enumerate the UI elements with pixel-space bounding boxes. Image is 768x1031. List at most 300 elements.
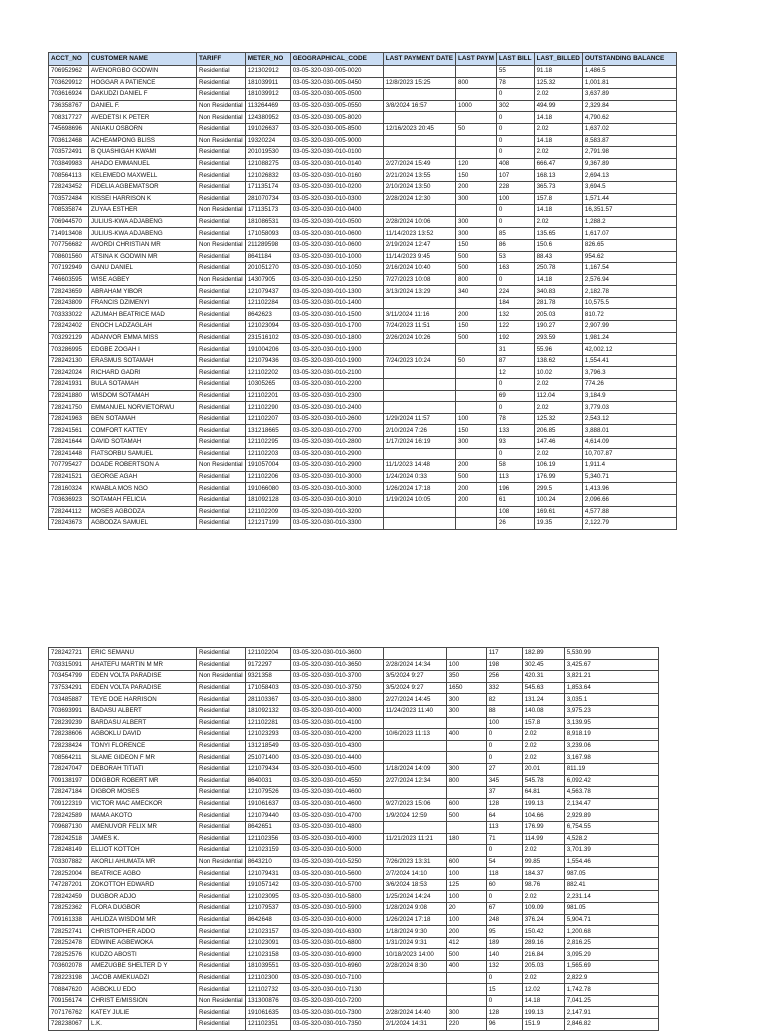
cell-meter-no: 121102202 <box>245 367 290 379</box>
cell-last-billed: 98.76 <box>522 879 564 891</box>
table-row <box>49 903 659 915</box>
cell-customer-name: AGBOKLU EDO <box>89 984 197 996</box>
cell-outstanding-balance: 1,853.64 <box>564 682 658 694</box>
cell-geographical-code: 03-05-320-030-010-1900 <box>290 355 383 367</box>
cell-geographical-code: 03-05-320-030-010-1400 <box>290 297 383 309</box>
cell-geographical-code: 03-05-320-030-010-1050 <box>290 263 383 275</box>
cell-geographical-code: 03-05-320-030-010-5600 <box>290 868 383 880</box>
cell-last-billed: 2.02 <box>534 123 582 135</box>
cell-outstanding-balance: 1,167.54 <box>582 263 676 275</box>
cell-outstanding-balance: 8,583.87 <box>582 135 676 147</box>
cell-customer-name: EDEN VOLTA PARADISE <box>89 671 197 683</box>
cell-tariff: Non Residential <box>197 671 246 683</box>
cell-outstanding-balance: 3,694.5 <box>582 181 676 193</box>
cell-tariff: Residential <box>197 763 246 775</box>
cell-outstanding-balance: 1,001.81 <box>582 77 676 89</box>
cell-last-bill: 132 <box>486 961 522 973</box>
cell-last-bill: 53 <box>496 251 534 263</box>
cell-meter-no: 8640031 <box>245 775 290 787</box>
cell-geographical-code: 03-05-320-030-005-0500 <box>290 89 383 101</box>
cell-acct-no: 703616924 <box>49 89 89 101</box>
cell-last-payment <box>446 740 486 752</box>
cell-customer-name: JAMES K. <box>89 833 197 845</box>
cell-customer-name: AHATEFU MARTIN M MR <box>89 659 197 671</box>
cell-outstanding-balance: 2,822.9 <box>564 972 658 984</box>
table-row <box>49 216 677 228</box>
cell-meter-no: 121023091 <box>245 937 290 949</box>
cell-geographical-code: 03-05-320-030-010-4800 <box>290 821 383 833</box>
cell-meter-no: 181086531 <box>245 216 290 228</box>
cell-customer-name: BEN SOTAMAH <box>89 413 197 425</box>
table-row <box>49 682 659 694</box>
cell-last-billed: 125.32 <box>534 77 582 89</box>
cell-outstanding-balance: 3,975.23 <box>564 705 658 717</box>
cell-geographical-code: 03-05-320-030-010-0160 <box>290 170 383 182</box>
cell-last-billed: 2.02 <box>522 752 564 764</box>
cell-geographical-code: 03-05-320-030-010-2600 <box>290 413 383 425</box>
cell-acct-no: 728244112 <box>49 506 89 518</box>
cell-last-payment <box>456 448 497 460</box>
cell-last-payment-date <box>383 717 446 729</box>
table-row <box>49 705 659 717</box>
cell-last-billed: 293.59 <box>534 332 582 344</box>
cell-geographical-code: 03-05-320-030-010-7200 <box>290 995 383 1007</box>
cell-last-payment <box>456 402 497 414</box>
cell-outstanding-balance: 2,329.84 <box>582 100 676 112</box>
cell-meter-no: 121102204 <box>245 648 290 660</box>
cell-last-payment: 300 <box>456 193 497 205</box>
table-row <box>49 367 677 379</box>
cell-last-payment: 300 <box>446 1007 486 1019</box>
cell-geographical-code: 03-05-320-030-010-2900 <box>290 460 383 472</box>
cell-tariff: Non Residential <box>197 460 246 472</box>
cell-last-payment-date: 1/28/2024 9:08 <box>383 903 446 915</box>
cell-last-payment-date: 2/16/2024 10:40 <box>383 263 455 275</box>
cell-geographical-code: 03-05-320-030-010-2300 <box>290 390 383 402</box>
cell-geographical-code: 03-05-320-030-010-4550 <box>290 775 383 787</box>
cell-customer-name: COMFORT KATTEY <box>89 425 197 437</box>
cell-last-bill: 248 <box>486 914 522 926</box>
cell-customer-name: ENOCH LADZAGLAH <box>89 321 197 333</box>
cell-last-bill: 0 <box>486 729 522 741</box>
table-row <box>49 297 677 309</box>
cell-outstanding-balance: 4,577.88 <box>582 506 676 518</box>
cell-acct-no: 706944570 <box>49 216 89 228</box>
table-row <box>49 379 677 391</box>
cell-last-payment: 500 <box>456 471 497 483</box>
col-header-last-bill: LAST BILL <box>496 53 534 66</box>
cell-tariff: Residential <box>197 518 246 530</box>
cell-last-payment-date: 1/18/2024 9:30 <box>383 926 446 938</box>
cell-customer-name: GEORGE AGAH <box>89 471 197 483</box>
cell-last-billed: 281.78 <box>534 297 582 309</box>
cell-meter-no: 121023158 <box>245 949 290 961</box>
col-header-last-payment: LAST PAYM <box>456 53 497 66</box>
cell-tariff: Residential <box>197 787 246 799</box>
table-row <box>49 763 659 775</box>
cell-last-payment-date: 3/5/2024 9:27 <box>383 682 446 694</box>
cell-geographical-code: 03-05-320-030-010-3010 <box>290 494 383 506</box>
cell-tariff: Residential <box>197 321 246 333</box>
cell-last-payment: 300 <box>446 694 486 706</box>
cell-customer-name: SLAME GIDEON F MR <box>89 752 197 764</box>
cell-customer-name: DIGBOR MOSES <box>89 787 197 799</box>
cell-last-payment: 500 <box>456 263 497 275</box>
cell-outstanding-balance: 6,092.42 <box>564 775 658 787</box>
cell-tariff: Residential <box>197 1007 246 1019</box>
cell-tariff: Non Residential <box>197 995 246 1007</box>
cell-geographical-code: 03-05-320-030-010-4300 <box>290 740 383 752</box>
cell-geographical-code: 03-05-320-030-010-0500 <box>290 216 383 228</box>
cell-last-payment-date: 10/18/2023 14:00 <box>383 949 446 961</box>
cell-outstanding-balance: 3,167.98 <box>564 752 658 764</box>
cell-last-bill: 128 <box>486 1007 522 1019</box>
cell-last-bill: 196 <box>496 483 534 495</box>
cell-customer-name: VICTOR MAC AMECKOR <box>89 798 197 810</box>
cell-geographical-code: 03-05-320-030-010-6960 <box>290 961 383 973</box>
cell-tariff: Residential <box>197 297 246 309</box>
cell-last-bill: 0 <box>496 274 534 286</box>
cell-tariff: Residential <box>197 286 246 298</box>
table-row <box>49 274 677 286</box>
cell-last-billed: 20.01 <box>522 763 564 775</box>
cell-geographical-code: 03-05-320-030-005-9000 <box>290 135 383 147</box>
cell-tariff: Residential <box>197 355 246 367</box>
cell-meter-no: 191066080 <box>245 483 290 495</box>
cell-acct-no: 709687130 <box>49 821 89 833</box>
cell-geographical-code: 03-05-320-030-010-4400 <box>290 752 383 764</box>
table-row <box>49 879 659 891</box>
table-row <box>49 448 677 460</box>
cell-meter-no: 171058403 <box>245 682 290 694</box>
cell-acct-no: 707192949 <box>49 263 89 275</box>
cell-acct-no: 708847620 <box>49 984 89 996</box>
cell-last-payment-date: 11/1/2023 14:48 <box>383 460 455 472</box>
cell-tariff: Non Residential <box>197 239 246 251</box>
cell-last-bill: 82 <box>486 694 522 706</box>
cell-last-payment-date <box>383 845 446 857</box>
cell-customer-name: WISE AGBEY <box>89 274 197 286</box>
cell-tariff: Residential <box>197 123 246 135</box>
cell-last-payment: 500 <box>446 949 486 961</box>
cell-last-bill: 0 <box>486 752 522 764</box>
cell-geographical-code: 03-05-320-030-010-4500 <box>290 763 383 775</box>
cell-tariff: Residential <box>197 775 246 787</box>
cell-tariff: Residential <box>197 228 246 240</box>
cell-last-payment: 150 <box>456 239 497 251</box>
cell-outstanding-balance: 5,530.99 <box>564 648 658 660</box>
cell-last-bill: 88 <box>486 705 522 717</box>
cell-last-billed: 135.65 <box>534 228 582 240</box>
cell-acct-no: 703693991 <box>49 705 89 717</box>
cell-tariff: Residential <box>197 879 246 891</box>
cell-last-bill: 96 <box>486 1019 522 1031</box>
cell-outstanding-balance: 3,821.21 <box>564 671 658 683</box>
cell-outstanding-balance: 4,563.78 <box>564 787 658 799</box>
cell-last-billed: 376.24 <box>522 914 564 926</box>
cell-meter-no: 121102732 <box>245 984 290 996</box>
cell-last-bill: 60 <box>486 879 522 891</box>
cell-last-bill: 58 <box>496 460 534 472</box>
cell-acct-no: 728241644 <box>49 437 89 449</box>
cell-geographical-code: 03-05-320-030-010-7350 <box>290 1019 383 1031</box>
cell-last-billed: 365.73 <box>534 181 582 193</box>
cell-last-billed: 140.08 <box>522 705 564 717</box>
cell-meter-no: 171058093 <box>245 228 290 240</box>
cell-last-payment <box>446 717 486 729</box>
cell-acct-no: 728242721 <box>49 648 89 660</box>
col-header-tariff: TARIFF <box>197 53 246 66</box>
cell-last-payment: 800 <box>456 77 497 89</box>
cell-last-billed: 206.85 <box>534 425 582 437</box>
cell-last-bill: 64 <box>486 810 522 822</box>
cell-acct-no: 703629912 <box>49 77 89 89</box>
cell-meter-no: 281103367 <box>245 694 290 706</box>
cell-tariff: Residential <box>197 471 246 483</box>
cell-meter-no: 121023095 <box>245 891 290 903</box>
cell-customer-name: ADANVOR EMMA MISS <box>89 332 197 344</box>
cell-last-payment: 300 <box>456 437 497 449</box>
cell-geographical-code: 03-05-320-030-010-4700 <box>290 810 383 822</box>
cell-acct-no: 728243809 <box>49 297 89 309</box>
cell-geographical-code: 03-05-320-030-010-4000 <box>290 705 383 717</box>
table-row <box>49 425 677 437</box>
cell-meter-no: 121102207 <box>245 413 290 425</box>
cell-last-payment-date: 10/6/2023 11:13 <box>383 729 446 741</box>
cell-last-payment: 600 <box>446 798 486 810</box>
table-row <box>49 972 659 984</box>
cell-last-bill: 0 <box>496 402 534 414</box>
cell-customer-name: DAKUDZI DANIEL F <box>89 89 197 101</box>
cell-outstanding-balance: 1,981.24 <box>582 332 676 344</box>
col-header-meter-no: METER_NO <box>245 53 290 66</box>
cell-geographical-code: 03-05-320-030-010-3750 <box>290 682 383 694</box>
cell-meter-no: 201051270 <box>245 263 290 275</box>
cell-last-payment-date <box>383 89 455 101</box>
cell-customer-name: AKORLI AHUMATA MR <box>89 856 197 868</box>
cell-last-payment: 300 <box>446 705 486 717</box>
cell-customer-name: RICHARD GADRI <box>89 367 197 379</box>
cell-outstanding-balance: 42,002.12 <box>582 344 676 356</box>
cell-meter-no: 19320224 <box>245 135 290 147</box>
cell-last-payment: 350 <box>446 671 486 683</box>
cell-outstanding-balance: 882.41 <box>564 879 658 891</box>
cell-last-bill: 55 <box>496 66 534 78</box>
cell-tariff: Residential <box>197 798 246 810</box>
table-row <box>49 309 677 321</box>
cell-last-billed: 299.5 <box>534 483 582 495</box>
cell-meter-no: 181092132 <box>245 705 290 717</box>
cell-last-payment <box>456 147 497 159</box>
cell-last-billed: 2.02 <box>534 147 582 159</box>
cell-meter-no: 191061635 <box>245 1007 290 1019</box>
cell-meter-no: 231516102 <box>245 332 290 344</box>
cell-geographical-code: 03-05-320-030-010-5800 <box>290 891 383 903</box>
cell-meter-no: 121023094 <box>245 321 290 333</box>
cell-outstanding-balance: 10,707.87 <box>582 448 676 460</box>
cell-tariff: Residential <box>197 379 246 391</box>
cell-last-billed: 545.63 <box>522 682 564 694</box>
cell-last-bill: 228 <box>496 181 534 193</box>
table-row <box>49 321 677 333</box>
cell-last-payment-date: 11/14/2023 9:45 <box>383 251 455 263</box>
cell-last-payment: 50 <box>456 355 497 367</box>
cell-last-bill: 93 <box>496 437 534 449</box>
cell-last-payment: 150 <box>456 321 497 333</box>
cell-tariff: Residential <box>197 682 246 694</box>
cell-customer-name: FRANCIS DZIMENYI <box>89 297 197 309</box>
cell-acct-no: 728252741 <box>49 926 89 938</box>
cell-outstanding-balance: 2,791.98 <box>582 147 676 159</box>
cell-acct-no: 703572484 <box>49 193 89 205</box>
cell-last-payment-date: 2/19/2024 12:47 <box>383 239 455 251</box>
cell-last-billed: 2.02 <box>534 448 582 460</box>
cell-customer-name: KUDZO ABOSTI <box>89 949 197 961</box>
cell-tariff: Residential <box>197 344 246 356</box>
cell-tariff: Residential <box>197 752 246 764</box>
cell-last-bill: 117 <box>486 648 522 660</box>
cell-last-billed: 289.16 <box>522 937 564 949</box>
cell-customer-name: FIATSORBU SAMUEL <box>89 448 197 460</box>
table-row <box>49 659 659 671</box>
cell-meter-no: 121102281 <box>245 717 290 729</box>
cell-last-billed: 2.02 <box>522 729 564 741</box>
cell-last-bill: 0 <box>496 135 534 147</box>
cell-outstanding-balance: 9,367.89 <box>582 158 676 170</box>
cell-customer-name: KATEY JULIE <box>89 1007 197 1019</box>
cell-tariff: Residential <box>197 926 246 938</box>
cell-outstanding-balance: 2,907.99 <box>582 321 676 333</box>
cell-outstanding-balance: 3,796.3 <box>582 367 676 379</box>
cell-last-bill: 71 <box>486 833 522 845</box>
cell-last-payment-date <box>383 787 446 799</box>
cell-tariff: Residential <box>197 402 246 414</box>
cell-meter-no: 9321358 <box>245 671 290 683</box>
cell-customer-name: AVEDETSI K PETER <box>89 112 197 124</box>
table-row <box>49 147 677 159</box>
cell-acct-no: 728243452 <box>49 181 89 193</box>
cell-acct-no: 728241931 <box>49 379 89 391</box>
cell-last-payment: 20 <box>446 903 486 915</box>
cell-customer-name: EDEN VOLTA PARADISE <box>89 682 197 694</box>
cell-meter-no: 8642648 <box>245 914 290 926</box>
cell-meter-no: 191061637 <box>245 798 290 810</box>
cell-acct-no: 709156174 <box>49 995 89 1007</box>
cell-customer-name: ANIAKU OSBORN <box>89 123 197 135</box>
cell-tariff: Residential <box>197 810 246 822</box>
table-row <box>49 77 677 89</box>
cell-last-billed: 10.02 <box>534 367 582 379</box>
cell-last-payment-date <box>383 648 446 660</box>
cell-geographical-code: 03-05-320-030-010-4600 <box>290 798 383 810</box>
cell-last-payment: 300 <box>456 228 497 240</box>
cell-customer-name: AMEZUGBE SHELTER D Y <box>89 961 197 973</box>
cell-tariff: Residential <box>197 181 246 193</box>
cell-last-payment-date <box>383 147 455 159</box>
cell-acct-no: 703602078 <box>49 961 89 973</box>
cell-meter-no: 191057004 <box>245 460 290 472</box>
cell-last-payment <box>446 648 486 660</box>
cell-last-payment-date: 1/26/2024 17:18 <box>383 914 446 926</box>
cell-tariff: Residential <box>197 367 246 379</box>
cell-acct-no: 703292129 <box>49 332 89 344</box>
cell-last-payment-date: 7/27/2023 10:08 <box>383 274 455 286</box>
cell-customer-name: BEATRICE AGBO <box>89 868 197 880</box>
cell-last-bill: 0 <box>496 112 534 124</box>
table-body-bottom <box>49 648 659 1031</box>
cell-last-payment-date: 3/13/2024 13:29 <box>383 286 455 298</box>
table-row <box>49 193 677 205</box>
cell-geographical-code: 03-05-320-030-010-5250 <box>290 856 383 868</box>
cell-last-payment-date: 1/24/2024 0:33 <box>383 471 455 483</box>
cell-customer-name: AHLIDZA WISDOM MR <box>89 914 197 926</box>
cell-acct-no: 747287201 <box>49 879 89 891</box>
table-row <box>49 135 677 147</box>
cell-last-payment: 100 <box>446 659 486 671</box>
cell-last-payment: 500 <box>456 332 497 344</box>
cell-last-payment-date: 1/18/2024 14:09 <box>383 763 446 775</box>
cell-tariff: Residential <box>197 821 246 833</box>
cell-meter-no: 181039551 <box>245 961 290 973</box>
cell-last-payment-date: 7/26/2023 13:31 <box>383 856 446 868</box>
cell-meter-no: 181039911 <box>245 77 290 89</box>
cell-tariff: Residential <box>197 648 246 660</box>
cell-acct-no: 728241750 <box>49 402 89 414</box>
cell-outstanding-balance: 3,701.39 <box>564 845 658 857</box>
cell-geographical-code: 03-05-320-030-010-7100 <box>290 972 383 984</box>
cell-geographical-code: 03-05-320-030-010-6900 <box>290 949 383 961</box>
cell-acct-no: 703307882 <box>49 856 89 868</box>
cell-acct-no: 703333022 <box>49 309 89 321</box>
cell-last-payment <box>456 506 497 518</box>
cell-outstanding-balance: 10,575.5 <box>582 297 676 309</box>
cell-last-payment: 100 <box>446 868 486 880</box>
cell-last-bill: 78 <box>496 413 534 425</box>
cell-meter-no: 8642623 <box>245 309 290 321</box>
table-row <box>49 833 659 845</box>
cell-tariff: Residential <box>197 891 246 903</box>
cell-meter-no: 121217199 <box>245 518 290 530</box>
col-header-last-payment-date: LAST PAYMENT DATE <box>383 53 455 66</box>
cell-acct-no: 707795427 <box>49 460 89 472</box>
cell-tariff: Residential <box>197 332 246 344</box>
cell-last-payment-date: 7/24/2023 11:51 <box>383 321 455 333</box>
cell-geographical-code: 03-05-320-030-010-0140 <box>290 158 383 170</box>
cell-tariff: Residential <box>197 437 246 449</box>
cell-last-billed: 216.84 <box>522 949 564 961</box>
cell-geographical-code: 03-05-320-030-010-1700 <box>290 321 383 333</box>
cell-customer-name: KELEMEDO MAXWELL <box>89 170 197 182</box>
table-row <box>49 775 659 787</box>
table-row <box>49 798 659 810</box>
cell-geographical-code: 03-05-320-030-010-4600 <box>290 787 383 799</box>
cell-last-payment-date <box>383 448 455 460</box>
cell-last-bill: 302 <box>496 100 534 112</box>
cell-meter-no: 121079436 <box>245 355 290 367</box>
cell-last-bill: 95 <box>486 926 522 938</box>
cell-last-payment-date <box>383 740 446 752</box>
cell-acct-no: 709122319 <box>49 798 89 810</box>
cell-tariff: Residential <box>197 740 246 752</box>
cell-last-bill: 26 <box>496 518 534 530</box>
cell-acct-no: 708564211 <box>49 752 89 764</box>
cell-last-billed: 2.02 <box>534 89 582 101</box>
cell-last-billed: 157.8 <box>534 193 582 205</box>
cell-outstanding-balance: 5,340.71 <box>582 471 676 483</box>
cell-last-bill: 0 <box>496 147 534 159</box>
cell-tariff: Residential <box>197 914 246 926</box>
cell-outstanding-balance: 987.05 <box>564 868 658 880</box>
